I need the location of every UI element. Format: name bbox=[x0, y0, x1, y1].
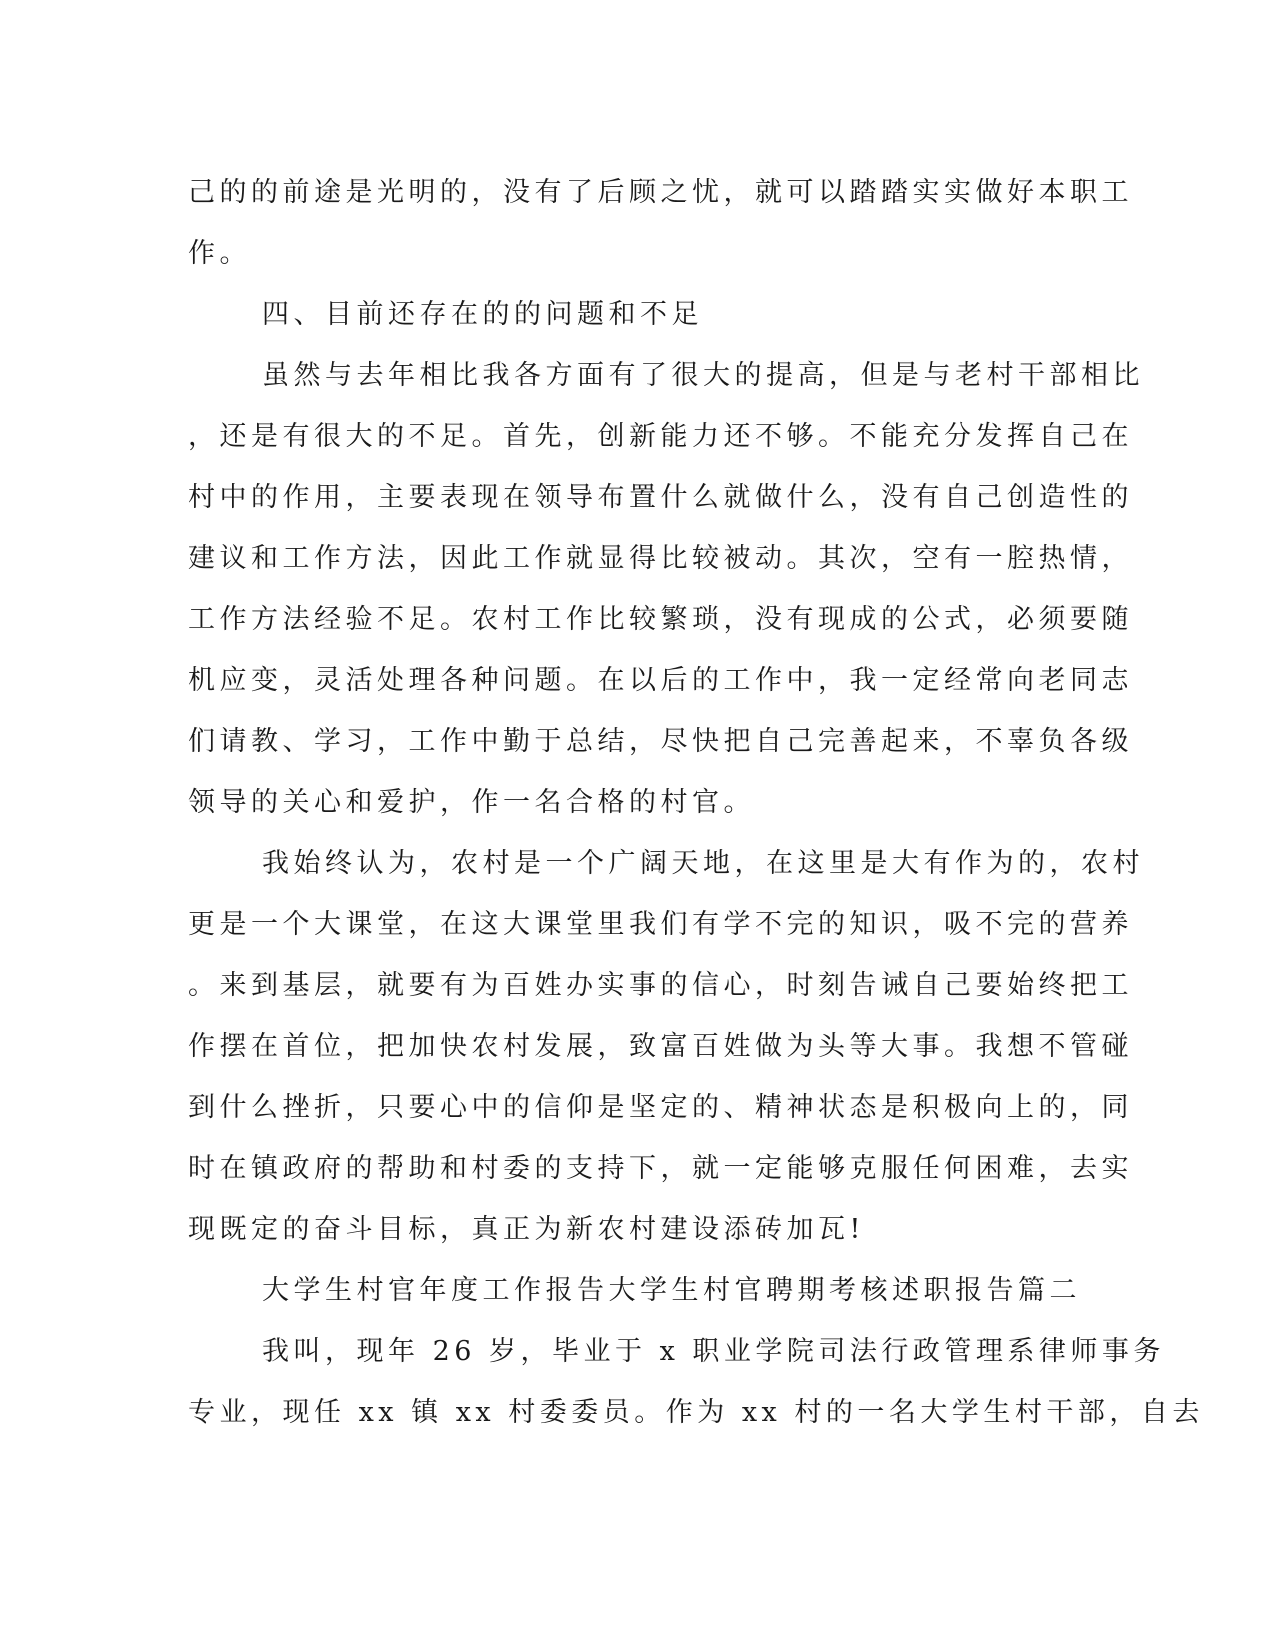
text-line: 我叫，现年 26 岁，毕业于 x 职业学院司法行政管理系律师事务 bbox=[262, 1336, 1165, 1367]
text-line: 己的的前途是光明的，没有了后顾之忧，就可以踏踏实实做好本职工 bbox=[188, 177, 1133, 208]
text-line: 现既定的奋斗目标，真正为新农村建设添砖加瓦! bbox=[188, 1214, 865, 1245]
text-line: 时在镇政府的帮助和村委的支持下，就一定能够克服任何困难，去实 bbox=[188, 1153, 1133, 1184]
text-line: 到什么挫折，只要心中的信仰是坚定的、精神状态是积极向上的，同 bbox=[188, 1092, 1133, 1123]
text-line: 工作方法经验不足。农村工作比较繁琐，没有现成的公式，必须要随 bbox=[188, 604, 1133, 635]
text-line: 建议和工作方法，因此工作就显得比较被动。其次，空有一腔热情， bbox=[188, 543, 1133, 574]
document-body bbox=[188, 162, 1204, 1443]
text-line: 。来到基层，就要有为百姓办实事的信心，时刻告诫自己要始终把工 bbox=[188, 970, 1133, 1001]
text-line: ，还是有很大的不足。首先，创新能力还不够。不能充分发挥自己在 bbox=[188, 421, 1133, 452]
text-line: 虽然与去年相比我各方面有了很大的提高，但是与老村干部相比 bbox=[262, 360, 1144, 391]
text-line: 更是一个大课堂，在这大课堂里我们有学不完的知识，吸不完的营养 bbox=[188, 909, 1133, 940]
section-title: 大学生村官年度工作报告大学生村官聘期考核述职报告篇二 bbox=[262, 1275, 1081, 1306]
text-line: 机应变，灵活处理各种问题。在以后的工作中，我一定经常向老同志 bbox=[188, 665, 1133, 696]
section-heading: 四、目前还存在的的问题和不足 bbox=[262, 299, 703, 330]
text-line: 们请教、学习，工作中勤于总结，尽快把自己完善起来，不辜负各级 bbox=[188, 726, 1133, 757]
text-line: 我始终认为，农村是一个广阔天地，在这里是大有作为的，农村 bbox=[262, 848, 1144, 879]
text-line: 作摆在首位，把加快农村发展，致富百姓做为头等大事。我想不管碰 bbox=[188, 1031, 1133, 1062]
text-line: 村中的作用，主要表现在领导布置什么就做什么，没有自己创造性的 bbox=[188, 482, 1133, 513]
text-line: 领导的关心和爱护，作一名合格的村官。 bbox=[188, 787, 755, 818]
text-line: 专业，现任 xx 镇 xx 村委委员。作为 xx 村的一名大学生村干部，自去 bbox=[188, 1397, 1204, 1428]
text-line: 作。 bbox=[188, 238, 251, 269]
